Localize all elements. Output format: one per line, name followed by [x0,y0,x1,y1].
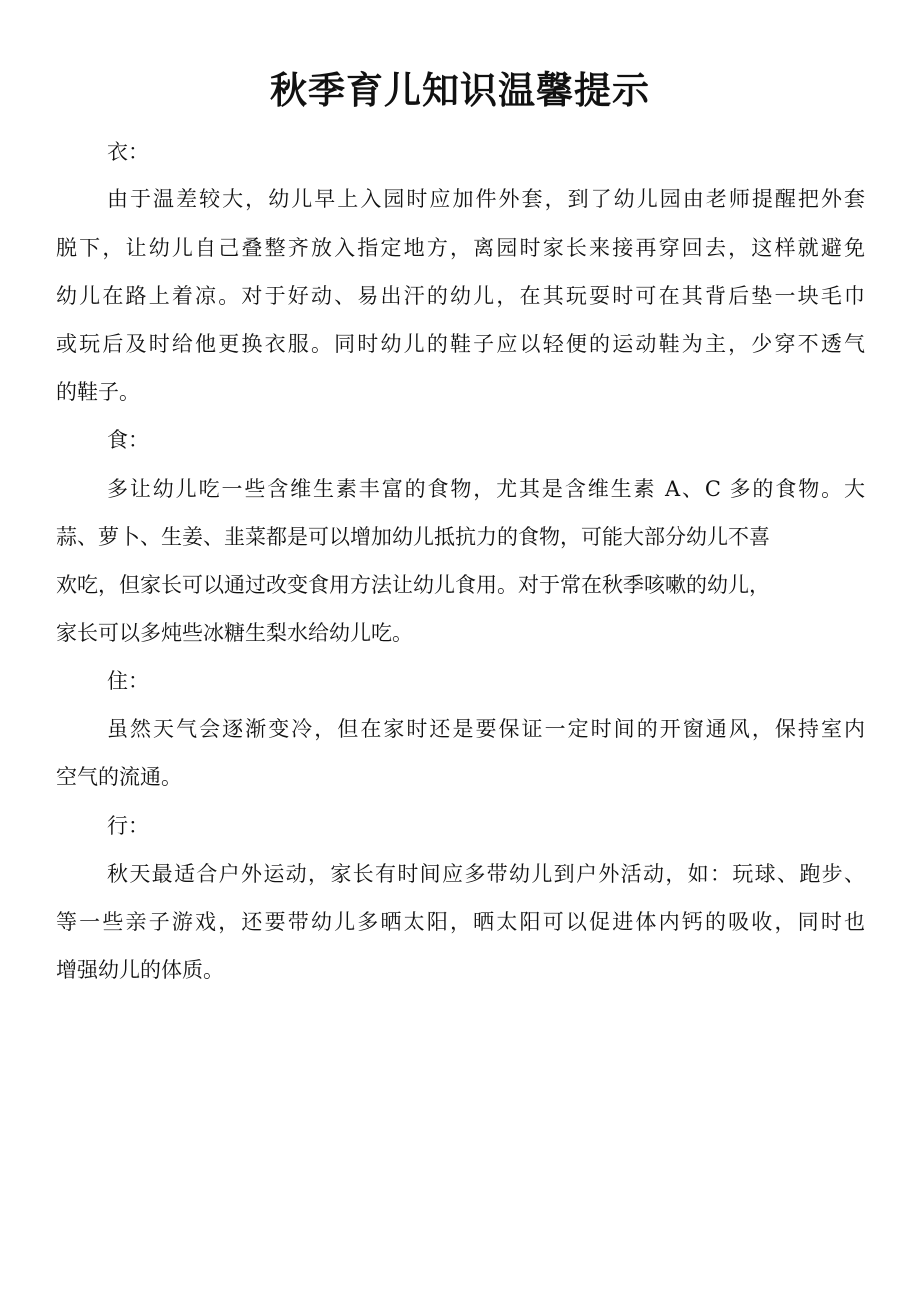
paragraph-line: 家长可以多炖些冰糖生梨水给幼儿吃。 [56,621,413,645]
paragraph-line: 秋天最适合户外运动，家长有时间应多带幼儿到户外活动，如：玩球、跑步、 [107,862,865,886]
paragraph-line: 蒜、萝卜、生姜、韭菜都是可以增加幼儿抵抗力的食物，可能大部分幼儿不喜 [56,525,770,549]
section-label-food: 食： [107,428,149,452]
page-title: 秋季育儿知识温馨提示 [270,69,650,112]
paragraph-line: 空气的流通。 [56,765,182,789]
paragraph-line: 的鞋子。 [56,380,140,404]
paragraph-line: 等一些亲子游戏，还要带幼儿多晒太阳，晒太阳可以促进体内钙的吸收，同时也 [56,910,865,934]
paragraph-line: 虽然天气会逐渐变冷，但在家时还是要保证一定时间的开窗通风，保持室内 [107,717,865,741]
paragraph-line: 欢吃，但家长可以通过改变食用方法让幼儿食用。对于常在秋季咳嗽的幼儿， [56,573,770,597]
paragraph-line: 多让幼儿吃一些含维生素丰富的食物，尤其是含维生素 A、C 多的食物。大 [107,477,865,501]
section-label-travel: 行： [107,814,149,838]
paragraph-line: 脱下，让幼儿自己叠整齐放入指定地方，离园时家长来接再穿回去，这样就避免 [56,236,865,260]
paragraph-line: 幼儿在路上着凉。对于好动、易出汗的幼儿，在其玩耍时可在其背后垫一块毛巾 [56,284,865,308]
paragraph-line: 或玩后及时给他更换衣服。同时幼儿的鞋子应以轻便的运动鞋为主，少穿不透气 [56,332,865,356]
section-label-housing: 住： [107,669,149,693]
paragraph-line: 由于温差较大，幼儿早上入园时应加件外套，到了幼儿园由老师提醒把外套 [107,187,865,211]
paragraph-line: 增强幼儿的体质。 [56,958,224,982]
section-label-clothing: 衣： [107,140,149,164]
